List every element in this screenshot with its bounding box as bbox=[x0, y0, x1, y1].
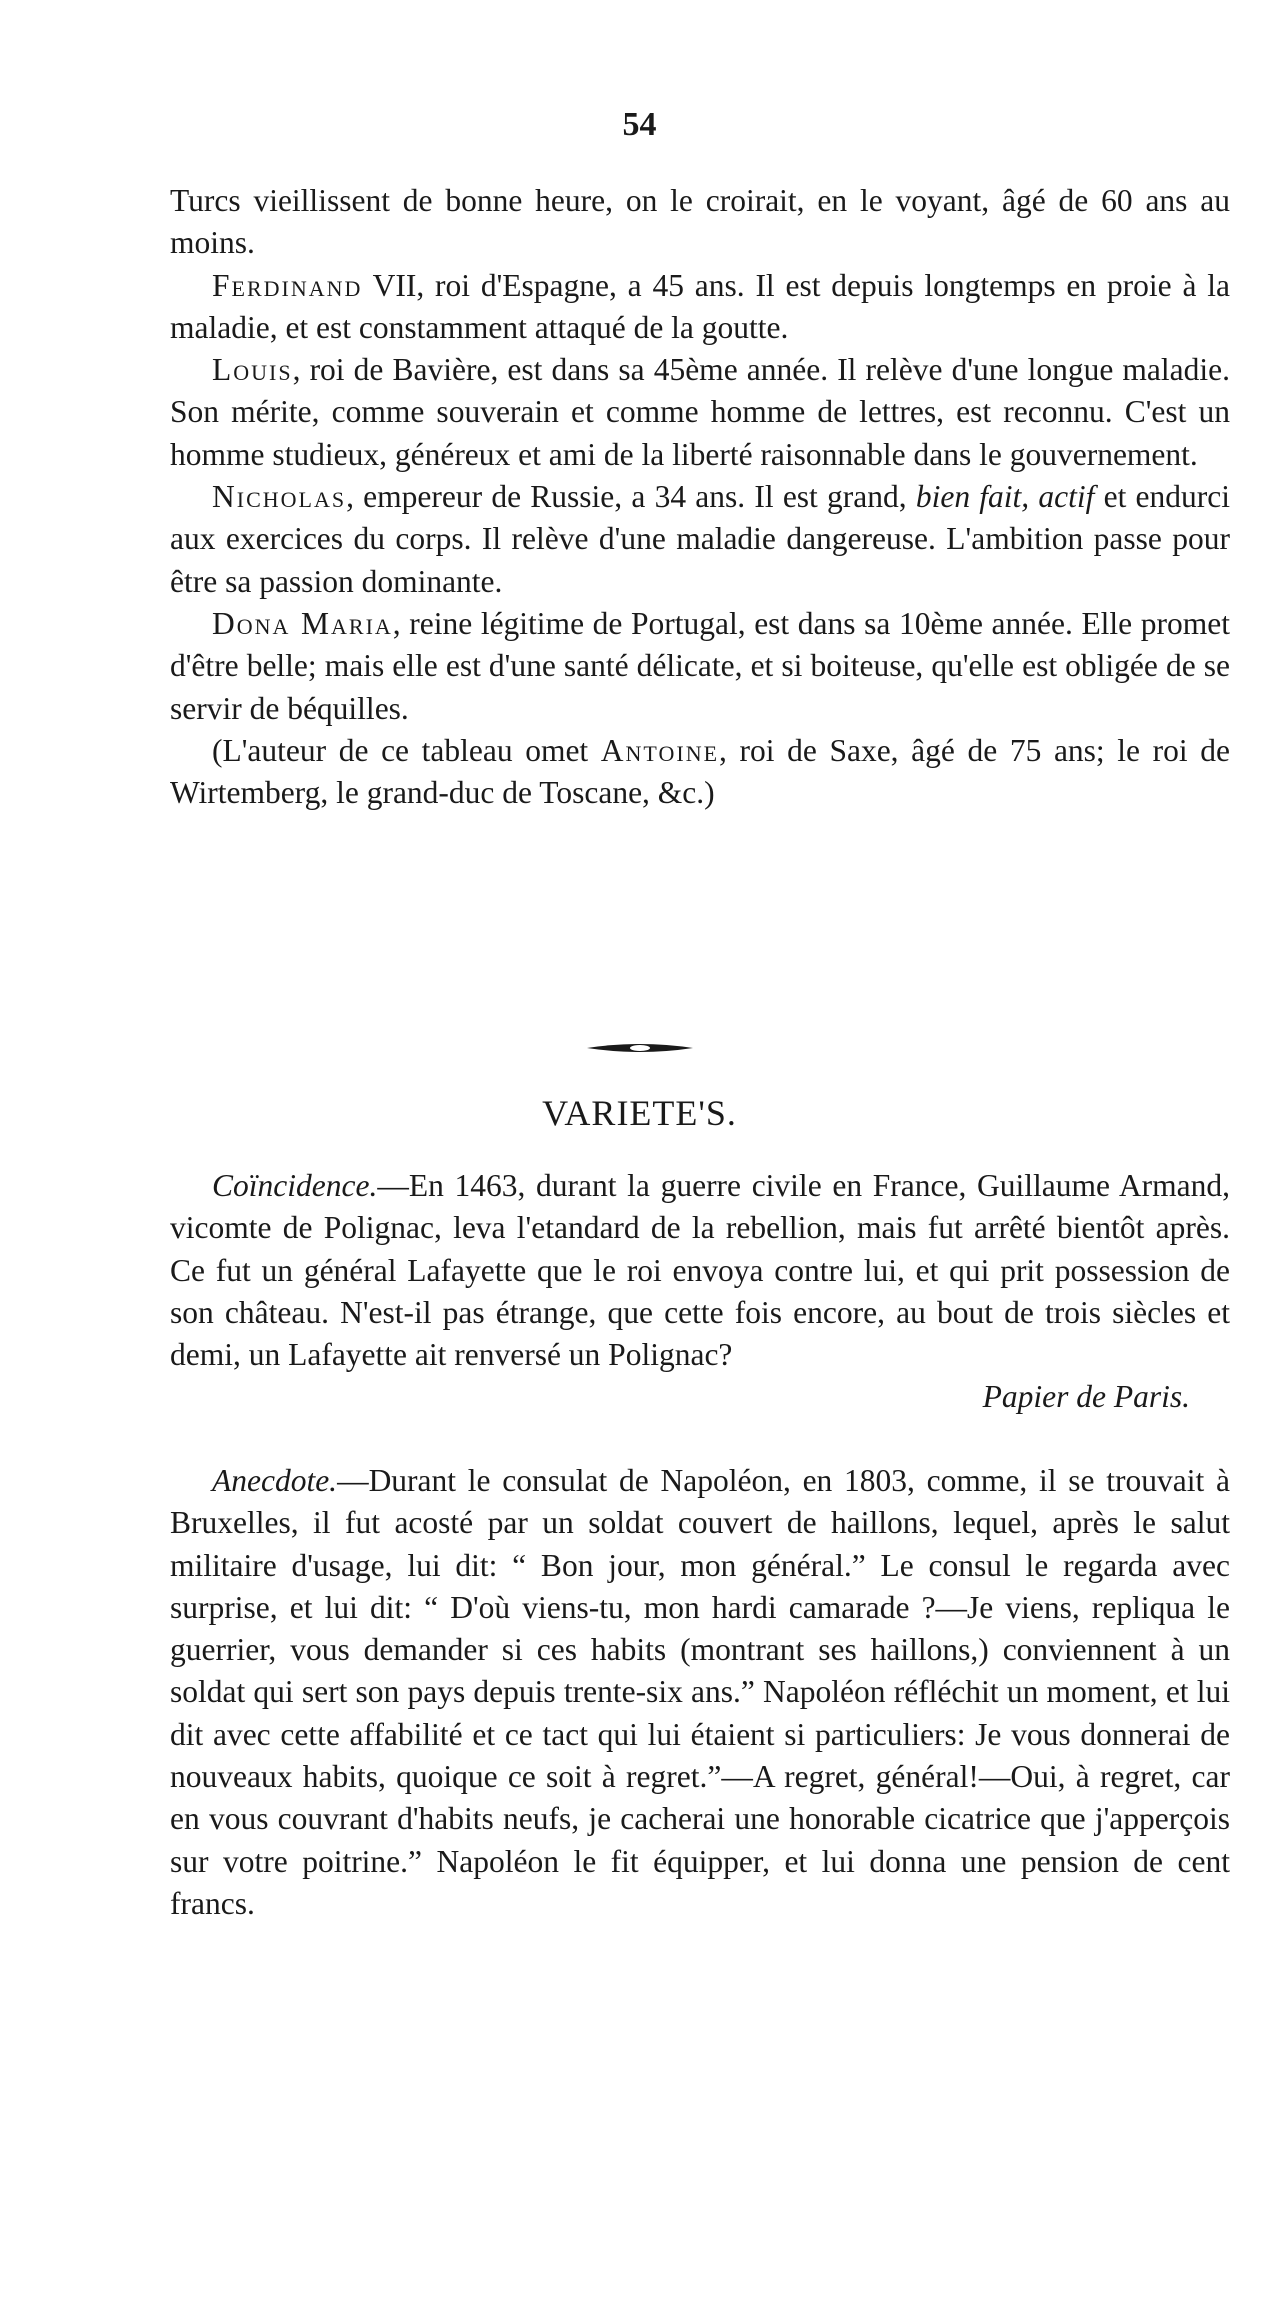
name-ferdinand: Ferdinand bbox=[212, 267, 363, 303]
name-dona-maria: Dona Maria bbox=[212, 605, 393, 641]
paragraph-nicholas bbox=[170, 476, 1230, 603]
page-number: 54 bbox=[622, 106, 657, 143]
coincidence-text: —En 1463, durant la guerre civile en France, Guillaume Armand, vicomte de Polignac, leva l'etandard de la rebellion, mais fut arrêté bientôt après. Ce fut un général Lafayette que le roi envoya contre lui, et qui prit possession de son château. N'est-il pas étrange, que cette fois encore, au bout de trois siècles et demi, un Lafayette ait renversé un Polignac? bbox=[170, 1168, 1230, 1373]
royals-section bbox=[170, 180, 1230, 814]
section-title: VARIETE'S. bbox=[542, 1093, 737, 1133]
paragraph-louis bbox=[170, 349, 1230, 476]
coincidence-source: Papier de Paris. bbox=[982, 1379, 1190, 1415]
text-nicholas-italic: bien fait, actif bbox=[915, 479, 1095, 515]
paragraph-coincidence bbox=[170, 1165, 1230, 1376]
paragraph-anecdote bbox=[170, 1460, 1230, 1925]
paragraph-ferdinand bbox=[170, 265, 1230, 350]
name-louis: Louis bbox=[212, 352, 293, 388]
anecdote-label: Anecdote. bbox=[212, 1463, 338, 1498]
text-ferdinand: VII, roi d'Espagne, a 45 ans. Il est depuis longtemps en proie à la maladie, et est constamment attaqué de la goutte. bbox=[170, 267, 1230, 345]
text-dona-maria: , reine légitime de Portugal, est dans sa 10ème année. Elle promet d'être belle; mais elle est d'une santé délicate, et si boiteuse, qu'elle est obligée de se servir de béquilles. bbox=[170, 605, 1230, 726]
name-nicholas: Nicholas bbox=[212, 479, 347, 515]
name-antoine: Antoine bbox=[600, 732, 720, 768]
text-nicholas-a: , empereur de Russie, a 34 ans. Il est grand, bbox=[346, 479, 916, 515]
anecdote-section bbox=[170, 1460, 1230, 1925]
paragraph-dona-maria bbox=[170, 603, 1230, 730]
text-louis: , roi de Bavière, est dans sa 45ème année. Il relève d'une longue maladie. Son mérite, comme souverain et comme homme de lettres, est reconnu. C'est un homme studieux, généreux et ami de la liberté raisonnable dans le gouvernement. bbox=[170, 352, 1230, 472]
paragraph-omission-note bbox=[170, 730, 1230, 815]
section-ornament bbox=[0, 1038, 1279, 1058]
text-note-b: , roi de Saxe, âgé de 75 ans; le roi de Wirtemberg, le grand-duc de Toscane, &c.) bbox=[170, 732, 1230, 811]
text-nicholas-b: et endurci aux exercices du corps. Il relève d'une maladie dangereuse. L'ambition passe pour être sa passion dominante. bbox=[170, 479, 1230, 599]
paragraph-turcs: Turcs vieillissent de bonne heure, on le croirait, en le voyant, âgé de 60 ans au moins. bbox=[170, 183, 1230, 261]
coincidence-section bbox=[170, 1165, 1230, 1419]
coincidence-label: Coïncidence. bbox=[212, 1168, 378, 1203]
anecdote-text: —Durant le consulat de Napoléon, en 1803, comme, il se trouvait à Bruxelles, il fut acosté par un soldat couvert de haillons, lequel, après le salut militaire d'usage, lui dit: “ Bon jour, mon général.” Le consul le regarda avec surprise, et lui dit: “ D'où viens-tu, mon hardi camarade ?—Je viens, repliqua le guerrier, vous demander si ces habits (montrant ses haillons,) conviennent à un soldat qui sert son pays depuis trente-six ans.” Napoléon réfléchit un moment, et lui dit avec cette affabilité et ce tact qui lui étaient si particuliers: Je vous donnerai de nouveaux habits, quoique ce soit à regret.”—A regret, général!—Oui, à regret, car en vous couvrant d'habits neufs, je cacherai une honorable cicatrice que j'apperçois sur votre poitrine.” Napoléon le fit équipper, et lui donna une pension de cent francs. bbox=[170, 1463, 1230, 1921]
text-note-a: (L'auteur de ce tableau omet bbox=[212, 732, 601, 768]
ornament-rule-icon bbox=[585, 1038, 695, 1058]
